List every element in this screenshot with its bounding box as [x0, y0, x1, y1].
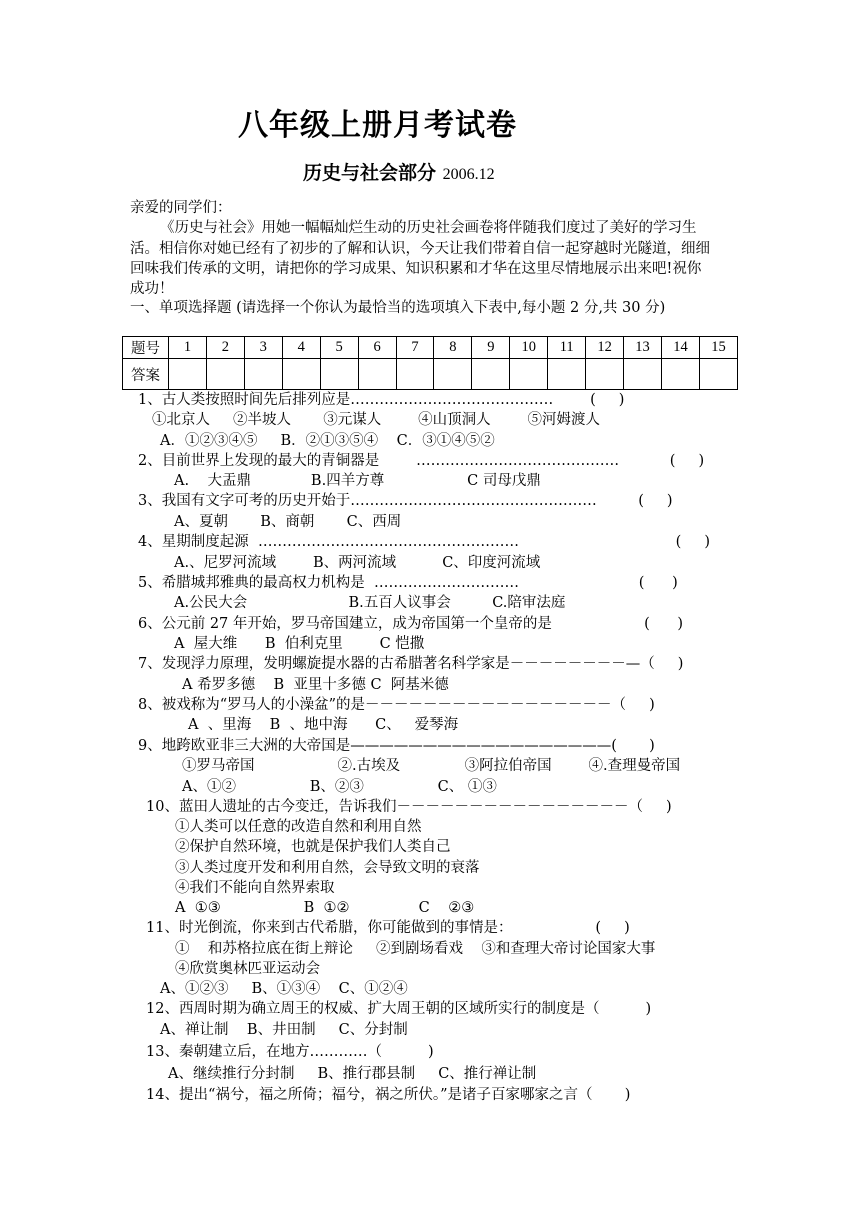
question-13: 13、秦朝建立后，在地方…………（ )	[146, 1044, 434, 1060]
answer-cell[interactable]	[510, 359, 548, 390]
intro-line: 《历史与社会》用她一幅幅灿烂生动的历史社会画卷将伴随我们度过了美好的学习生	[160, 220, 697, 236]
question-11-items: ④欣赏奥林匹亚运动会	[175, 961, 320, 977]
question-4: 4、星期制度起源 ……………………………………………… ( )	[138, 534, 711, 550]
question-14: 14、提出“祸兮，福之所倚；福兮，祸之所伏。”是诸子百家哪家之言（ )	[146, 1087, 631, 1103]
question-8: 8、被戏称为“罗马人的小澡盆”的是－－－－－－－－－－－－－－－－－（ )	[138, 697, 655, 713]
answer-cell[interactable]	[586, 359, 624, 390]
answer-cell[interactable]	[396, 359, 434, 390]
answer-cell[interactable]	[434, 359, 472, 390]
question-2: 2、目前世界上发现的最大的青铜器是 …………………………………… ( )	[138, 453, 705, 469]
question-6-options: A 屋大维 B 伯利克里 C 恺撒	[174, 636, 425, 652]
question-number: 13	[624, 337, 662, 359]
question-number: 7	[396, 337, 434, 359]
answer-cell[interactable]	[169, 359, 207, 390]
answer-cell[interactable]	[244, 359, 282, 390]
question-3: 3、我国有文字可考的历史开始于…………………………………………… ( )	[138, 493, 673, 509]
question-13-options: A、继续推行分封制 B、推行郡县制 C、推行禅让制	[168, 1066, 537, 1082]
question-number: 4	[282, 337, 320, 359]
intro-line: 成功！	[130, 281, 174, 297]
question-5-options: A.公民大会 B.五百人议事会 C.陪审法庭	[174, 595, 566, 611]
answer-cell[interactable]	[624, 359, 662, 390]
answer-cell[interactable]	[661, 359, 699, 390]
section-heading: 一、单项选择题 (请选择一个你认为最恰当的选项填入下表中,每小题 2 分,共 30 分)	[130, 300, 666, 316]
answer-table	[122, 336, 738, 390]
exam-date: 2006.12	[442, 166, 495, 183]
subtitle-text: 历史与社会部分	[303, 162, 437, 184]
question-4-options: A.、尼罗河流域 B、两河流域 C、印度河流域	[174, 555, 541, 571]
question-number: 14	[661, 337, 699, 359]
exam-subtitle	[303, 160, 495, 188]
answer-cell[interactable]	[282, 359, 320, 390]
question-7: 7、发现浮力原理，发明螺旋提水器的古希腊著名科学家是－－－－－－－－—（ )	[138, 656, 684, 672]
question-number: 8	[434, 337, 472, 359]
exam-title: 八年级上册月考试卷	[238, 108, 517, 143]
question-8-options: A 、里海 B 、地中海 C、 爱琴海	[188, 717, 459, 733]
question-12: 12、西周时期为确立周王的权威、扩大周王朝的区域所实行的制度是（ )	[146, 1001, 652, 1017]
question-6: 6、公元前 27 年开始，罗马帝国建立，成为帝国第一个皇帝的是 ( )	[138, 616, 684, 632]
question-11-options: A、①②③ B、①③④ C、①②④	[160, 981, 408, 997]
answer-cell[interactable]	[320, 359, 358, 390]
question-10-item: ③人类过度开发和利用自然，会导致文明的衰落	[175, 860, 480, 876]
answer-cell[interactable]	[699, 359, 737, 390]
question-number-row	[123, 337, 738, 359]
question-1: 1、古人类按照时间先后排列应是…………………………………… ( )	[138, 392, 625, 408]
question-number: 2	[206, 337, 244, 359]
question-number: 9	[472, 337, 510, 359]
row-label: 题号	[123, 337, 169, 359]
intro-line: 活。相信你对她已经有了初步的了解和认识，今天让我们带着自信一起穿越时光隧道，细细	[130, 241, 710, 257]
question-number: 3	[244, 337, 282, 359]
answer-row	[123, 359, 738, 390]
row-label: 答案	[123, 359, 169, 390]
question-number: 11	[548, 337, 586, 359]
question-10-item: ④我们不能向自然界索取	[175, 880, 335, 896]
question-11: 11、时光倒流，你来到古代希腊，你可能做到的事情是： ( )	[146, 920, 630, 936]
question-1-options: A．①②③④⑤ B．②①③⑤④ C．③①④⑤②	[160, 433, 495, 449]
question-number: 15	[699, 337, 737, 359]
question-10-item: ①人类可以任意的改造自然和利用自然	[175, 819, 422, 835]
answer-cell[interactable]	[472, 359, 510, 390]
question-number: 12	[586, 337, 624, 359]
question-10-item: ②保护自然环境，也就是保护我们人类自己	[175, 839, 451, 855]
question-number: 5	[320, 337, 358, 359]
question-9-items: ①罗马帝国 ②.古埃及 ③阿拉伯帝国 ④.查理曼帝国	[182, 758, 681, 774]
question-10-options: A ①③ B ①② C ②③	[175, 900, 475, 916]
question-10: 10、蓝田人遗址的古今变迁，告诉我们－－－－－－－－－－－－－－－－（ )	[146, 799, 672, 815]
question-number: 10	[510, 337, 548, 359]
answer-cell[interactable]	[548, 359, 586, 390]
answer-cell[interactable]	[206, 359, 244, 390]
question-12-options: A、禅让制 B、井田制 C、分封制	[160, 1022, 408, 1038]
question-number: 1	[169, 337, 207, 359]
intro-line: 回味我们传承的文明，请把你的学习成果、知识积累和才华在这里尽情地展示出来吧!祝你	[130, 261, 702, 277]
question-2-options: A. 大盂鼎 B.四羊方尊 C 司母戊鼎	[174, 473, 541, 489]
question-9-options: A、①② B、②③ C、 ①③	[182, 779, 497, 795]
question-number: 6	[358, 337, 396, 359]
question-5: 5、希腊城邦雅典的最高权力机构是 ………………………… ( )	[138, 575, 678, 591]
question-9: 9、地跨欧亚非三大洲的大帝国是——————————————————( )	[138, 738, 655, 754]
question-7-options: A 希罗多德 B 亚里十多德 C 阿基米德	[182, 677, 449, 693]
answer-cell[interactable]	[358, 359, 396, 390]
question-1-items: ①北京人 ②半坡人 ③元谋人 ④山顶洞人 ⑤河姆渡人	[152, 412, 601, 428]
question-3-options: A、夏朝 B、商朝 C、西周	[174, 514, 402, 530]
question-11-items: ① 和苏格拉底在街上辩论 ②到剧场看戏 ③和查理大帝讨论国家大事	[175, 941, 656, 957]
greeting: 亲爱的同学们：	[130, 200, 232, 216]
